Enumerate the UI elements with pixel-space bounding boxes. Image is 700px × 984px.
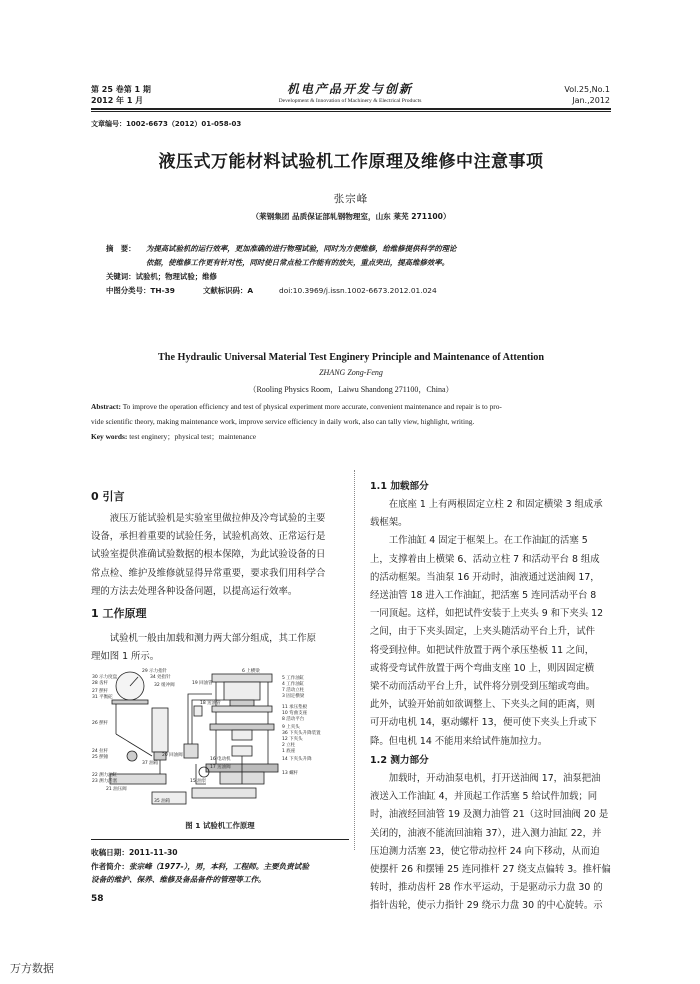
- footnote-rule: [91, 839, 349, 840]
- sec11-line: 工作油缸 4 固定于框架上。在工作油缸的活塞 5: [370, 535, 588, 547]
- fig-label-right: 14 下夹头升降: [282, 757, 312, 762]
- abstract-en-line1: To improve the operation efficiency and test of physical experiment more accurate, convenient maintenance and repair is to pro-: [122, 402, 502, 411]
- fig-label-right: 3 固定横梁: [282, 694, 305, 699]
- header-month: Jan.,2012: [572, 96, 610, 105]
- abstract-cn-line2: 依据，使维修工作更有针对性，同时使日常点检工作能有的放矢，重点突出，提高维修效率。: [146, 258, 450, 267]
- header-rule-thick: [91, 108, 611, 110]
- author-bio-line2: 设备的维护、保养、维修及备品备件的管理等工作。: [91, 875, 266, 884]
- fig-label-right: 5 工作油缸: [282, 676, 305, 681]
- sec0-line: 理的方法去处理各种设备问题，以提高运行效率。: [91, 585, 298, 597]
- sec0-line: 试验室提供准确试验数据的根本保障，为此试验设备的日: [91, 549, 326, 561]
- fig-label-right: 13 螺杆: [282, 771, 299, 776]
- fig-label-left: 28 齿杆: [92, 681, 109, 686]
- sec11-line: 经送油管 18 进入工作油缸，把活塞 5 连同活动平台 8: [370, 590, 597, 602]
- sec11-line: 的活动框架。当油泵 16 开动时，油液通过送油阀 17，: [370, 571, 600, 583]
- sec11-line: 在底座 1 上有两根固定立柱 2 和固定横梁 3 组成承: [370, 499, 603, 510]
- fig-label-right: 12 下夹头: [282, 737, 303, 742]
- received-label: 收稿日期：: [91, 848, 129, 857]
- fig-label-right: 9 上夹头: [282, 725, 300, 730]
- fig-label-left: 24 拉杆: [92, 749, 109, 754]
- journal-name-cn: 机电产品开发与创新: [286, 82, 413, 96]
- header-date: 2012 年 1 月: [91, 96, 144, 105]
- fig-label-right: 2 立柱: [282, 743, 296, 748]
- sec12-line: 关闭的，油液不能流回油箱 37），进入测力油缸 22，并: [370, 827, 602, 839]
- section-0-heading: 0 引言: [91, 490, 125, 503]
- fig-label-left: 26 摆杆: [92, 721, 109, 726]
- doc-code-label: 文献标识码：: [202, 286, 248, 295]
- fig-label-center: 19 回油管: [192, 681, 213, 686]
- figure-1-caption: 图 1 试验机工作原理: [185, 821, 255, 830]
- fig-label-left: 22 测力油缸: [92, 773, 118, 778]
- affiliation-cn: （莱钢集团 品质保证部轧钢物理室，山东 莱芜 271100）: [251, 212, 451, 221]
- author-cn: 张宗峰: [333, 193, 369, 205]
- fig-label-right: 1 底座: [282, 749, 296, 754]
- journal-name-en: Development & Innovation of Machinery & Electrical Products: [278, 98, 422, 104]
- sec11-line: 或将受弯试件放置于两个弯曲支座 10 上，则因固定横: [370, 662, 595, 674]
- abstract-cn-line1: 为提高试验机的运行效率，更加准确的进行物理试验，同时为方便维修，给维修提供科学的理论: [146, 244, 457, 253]
- page-number: 58: [91, 894, 104, 904]
- fig-label-right: 36 下夹头升降装置: [282, 731, 321, 736]
- doi: doi:10.3969/j.issn.1002-6673.2012.01.024: [279, 286, 437, 295]
- fig-label-center: 35 油箱: [154, 799, 171, 804]
- section-1-heading: 1 工作原理: [91, 607, 147, 620]
- fig-label-center: 16 电动机: [210, 757, 231, 762]
- sec11-line: 降。但电机 14 不能用来给试件施加拉力。: [370, 735, 548, 747]
- fig-label-left: 29 示力指针: [142, 669, 168, 674]
- title-en: The Hydraulic Universal Material Test Enginery Principle and Maintenance of Attention: [158, 352, 544, 363]
- sec12-line: 指针齿轮，使示力指针 29 绕示力盘 30 的中心旋转。示: [370, 900, 603, 912]
- sec11-line: 之间，由于下夹头固定，上夹头随活动平台上升，试件: [370, 626, 596, 638]
- author-bio-line1: 张宗峰（1977-），男，本科，工程师。主要负责试验: [128, 861, 309, 871]
- sec12-line: 加载时，开动油泵电机，打开送油阀 17，油泵把油: [370, 773, 601, 784]
- fig-label-left: 25 摆锤: [92, 755, 109, 760]
- title-cn: 液压式万能材料试验机工作原理及维修中注意事项: [158, 152, 544, 172]
- header-volume: Vol.25,No.1: [564, 85, 610, 94]
- figure-1-diagram: [92, 664, 350, 814]
- sec1-line: 理如图 1 所示。: [91, 651, 160, 663]
- fig-label-right: 8 活动平台: [282, 717, 305, 722]
- keywords-cn-text: 试验机；物理试验；维修: [135, 272, 217, 281]
- fig-label-left: 21 油压阀: [106, 787, 127, 792]
- fig-label-left: 23 测力活塞: [92, 779, 118, 784]
- fig-label-right: 11 承压垫板: [282, 705, 308, 710]
- fig-label-center: 20 回油阀: [162, 753, 183, 758]
- clc-value: TH-39: [150, 286, 175, 295]
- keywords-cn-label: 关键词：: [106, 272, 136, 281]
- fig-label-center: 37 油箱: [142, 761, 159, 766]
- sec12-line: 液送入工作油缸 4，并顶起工作活塞 5 给试件加载；同: [370, 791, 598, 803]
- sec12-line: 时，油液经回油管 19 及测力油管 21（这时回油阀 20 是: [370, 809, 609, 821]
- abstract-en-label: Abstract:: [91, 402, 121, 411]
- abstract-cn-label: 摘 要：: [106, 244, 136, 253]
- fig-label-left: 31 平衡砣: [92, 695, 113, 700]
- fig-label-left: 30 示力度盘: [92, 675, 118, 680]
- fig-label-left: 32 缓冲阀: [154, 683, 175, 688]
- abstract-en-line2: vide scientific theory, making maintenance work, improve service efficiency in daily work, also can tally view, highlight, writing.: [91, 417, 475, 426]
- sec12-line: 使摆杆 26 和摆锤 25 连同推杆 27 绕支点偏转 3。推杆偏: [370, 864, 611, 876]
- doc-code-value: A: [247, 286, 254, 295]
- fig-label-center: 15 油泵: [190, 779, 207, 784]
- sec11-line: 载框架。: [370, 517, 408, 529]
- header-rule-thin: [91, 111, 611, 112]
- sec0-line: 常点检、维护及维修就显得异常重要，要求我们用科学合: [91, 567, 326, 579]
- column-divider: [354, 470, 355, 850]
- section-1-1-heading: 1.1 加载部分: [370, 481, 429, 492]
- fig-label-top: 6 上横梁: [242, 669, 260, 674]
- section-1-2-heading: 1.2 测力部分: [370, 755, 429, 766]
- fig-label-right: 7 活动立柱: [282, 688, 305, 693]
- keywords-en-text: test enginery；physical test；maintenance: [129, 432, 257, 441]
- clc-label: 中图分类号：: [106, 286, 151, 295]
- fig-label-center: 17 送油阀: [210, 765, 231, 770]
- article-number: 文章编号：1002-6673（2012）01-058-03: [91, 120, 242, 128]
- sec11-line: 上，支撑着由上横梁 6、活动立柱 7 和活动平台 8 组成: [370, 553, 600, 565]
- fig-label-right: 10 弯曲支座: [282, 711, 308, 716]
- received-date: 2011-11-30: [128, 848, 178, 857]
- sec11-line: 可开动电机 14，驱动螺杆 13，便可使下夹头上升或下: [370, 717, 597, 729]
- sec11-line: 将受到拉伸。如把试件放置于两个承压垫板 11 之间，: [370, 644, 595, 656]
- sec11-line: 此外，试验开始前如欲调整上、下夹头之间的距离，则: [370, 699, 596, 711]
- sec12-line: 转时，推动齿杆 28 作水平运动，于是驱动示力盘 30 的: [370, 882, 603, 894]
- fig-label-center: 18 送油管: [200, 701, 221, 706]
- sec0-line: 液压万能试验机是实验室里做拉伸及冷弯试验的主要: [91, 513, 326, 524]
- header-issue: 第 25 卷第 1 期: [91, 85, 151, 94]
- fig-label-left: 34 处指针: [150, 675, 171, 680]
- sec0-line: 设备，承担着重要的试验任务，试验机高效、正常运行是: [91, 531, 326, 543]
- fig-label-left: 27 摆杆: [92, 689, 109, 694]
- watermark: 万方数据: [10, 962, 54, 975]
- sec12-line: 压迫测力活塞 23，使它带动拉杆 24 向下移动，从而迫: [370, 845, 600, 857]
- sec11-line: 一同顶起。这样，如把试件安装于上夹头 9 和下夹头 12: [370, 608, 604, 620]
- fig-label-right: 4 工作油缸: [282, 682, 305, 687]
- affiliation-en: （Rooling Physics Room，Laiwu Shandong 271100，China）: [248, 385, 454, 394]
- keywords-en-label: Key words:: [91, 432, 128, 441]
- author-en: ZHANG Zong-Feng: [319, 368, 383, 377]
- sec1-line: 试验机一般由加载和测力两大部分组成，其工作原: [91, 633, 317, 644]
- sec11-line: 梁不动而活动平台上升，试件将分别受到压缩或弯曲。: [370, 681, 596, 693]
- author-bio-label: 作者简介：: [91, 861, 129, 871]
